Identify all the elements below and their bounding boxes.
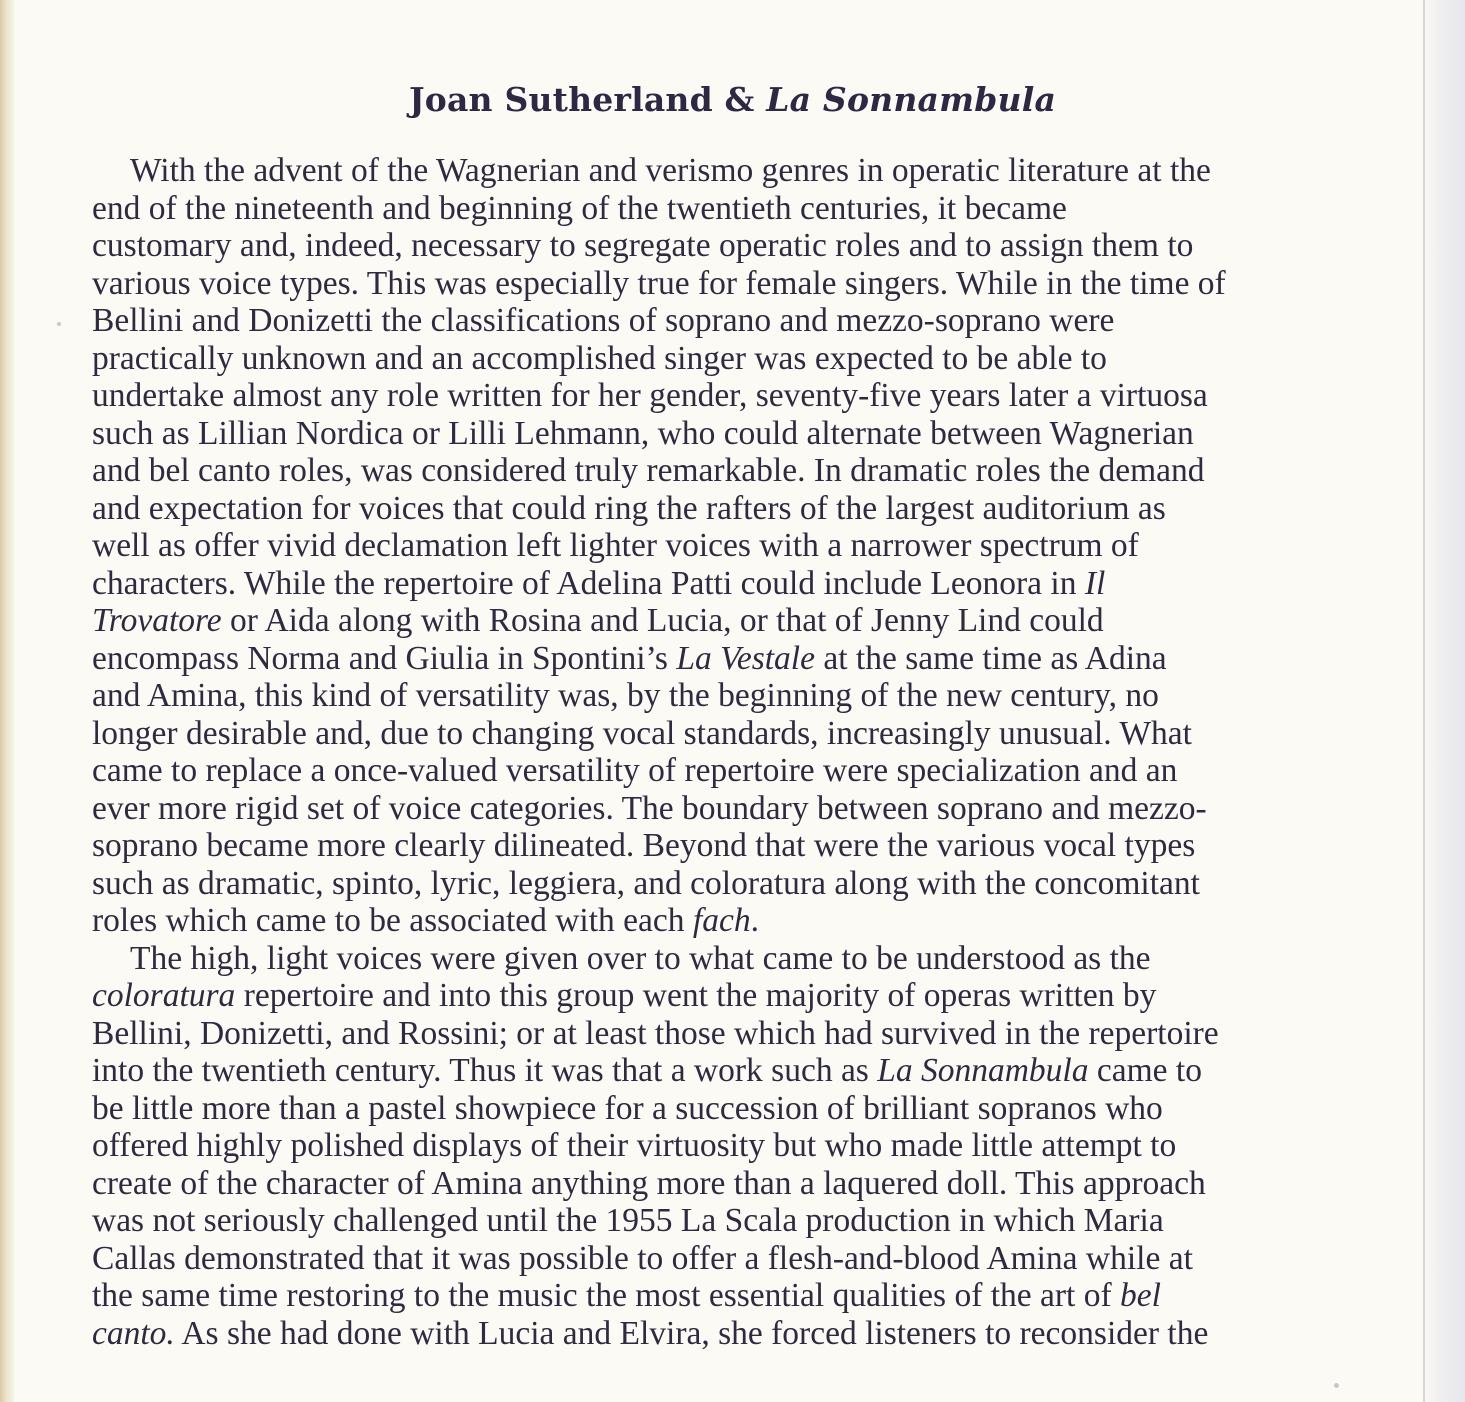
text-segment: encompass Norma and Giulia in Spontini’s	[92, 639, 677, 677]
text-line	[92, 640, 1392, 678]
text-line	[92, 977, 1392, 1015]
text-line	[92, 790, 1392, 828]
text-line	[92, 227, 1392, 265]
italic-segment: bel	[1120, 1277, 1161, 1314]
text-line	[92, 415, 1392, 453]
page-title	[0, 80, 1465, 119]
text-segment: or Aida along with Rosina and Lucia, or that of Jenny Lind could	[221, 602, 1104, 639]
text-line	[92, 1315, 1392, 1353]
text-segment: create of the character of Amina anything more than a laquered doll. This approach	[92, 1164, 1206, 1202]
text-segment: The high, light voices were given over to what came to be understood as the	[130, 939, 1151, 977]
text-segment: Callas demonstrated that it was possible to offer a flesh-and-blood Amina while at	[92, 1239, 1193, 1277]
text-line	[92, 865, 1392, 903]
text-line	[92, 527, 1392, 565]
text-line	[92, 827, 1392, 865]
text-segment: With the advent of the Wagnerian and verismo genres in operatic literature at the	[130, 152, 1211, 189]
text-line	[92, 152, 1392, 190]
page-right-margin	[1423, 0, 1465, 1402]
text-segment: end of the nineteenth and beginning of the twentieth centuries, it became	[92, 189, 1067, 227]
paper-speck	[1334, 1383, 1339, 1388]
text-segment: into the twentieth century. Thus it was that a work such as	[92, 1052, 878, 1089]
text-segment: undertake almost any role written for her gender, seventy-five years later a virtuosa	[92, 377, 1208, 414]
text-line	[92, 302, 1392, 340]
italic-segment: La Sonnambula	[877, 1052, 1089, 1089]
text-segment: and Amina, this kind of versatility was, by the beginning of the new century, no	[92, 677, 1159, 714]
page-fold-crease	[1423, 0, 1425, 1402]
italic-segment: Trovatore	[92, 602, 222, 639]
text-segment: Bellini and Donizetti the classifications of soprano and mezzo-soprano were	[92, 302, 1115, 339]
text-segment: ever more rigid set of voice categories. The boundary between soprano and mezzo-	[92, 789, 1207, 827]
essay-text	[92, 152, 1392, 1352]
text-line	[92, 265, 1392, 303]
text-segment: repertoire and into this group went the majority of operas written by	[235, 977, 1157, 1014]
text-segment: As she had done with Lucia and Elvira, she forced listeners to reconsider the	[174, 1314, 1209, 1352]
text-segment: was not seriously challenged until the 1955 La Scala production in which Maria	[92, 1202, 1164, 1239]
text-line	[92, 490, 1392, 528]
text-line	[92, 752, 1392, 790]
text-line	[92, 1090, 1392, 1128]
text-line	[92, 190, 1392, 228]
text-line	[92, 1015, 1392, 1053]
text-line	[92, 565, 1392, 603]
text-segment: .	[750, 902, 759, 939]
text-line	[92, 1052, 1392, 1090]
italic-segment: coloratura	[92, 977, 236, 1014]
text-segment: various voice types. This was especially true for female singers. While in the time of	[92, 264, 1226, 302]
text-segment: Bellini, Donizetti, and Rossini; or at least those which had survived in the repertoire	[92, 1014, 1219, 1052]
text-segment: characters. While the repertoire of Adelina Patti could include Leonora in	[92, 564, 1085, 602]
text-line	[92, 1202, 1392, 1240]
title-plain: Joan Sutherland &	[408, 80, 767, 120]
text-segment: such as Lillian Nordica or Lilli Lehmann, who could alternate between Wagnerian	[92, 414, 1194, 452]
text-segment: longer desirable and, due to changing vocal standards, increasingly unusual. What	[92, 714, 1192, 752]
text-segment: soprano became more clearly dilineated. Beyond that were the various vocal types	[92, 827, 1196, 864]
text-line	[92, 940, 1392, 978]
text-line	[92, 902, 1392, 940]
text-segment: such as dramatic, spinto, lyric, leggiera, and coloratura along with the concomitant	[92, 864, 1200, 902]
text-segment: at the same time as Adina	[814, 639, 1167, 677]
text-line	[92, 715, 1392, 753]
title-italic: La Sonnambula	[766, 80, 1057, 120]
text-segment: and expectation for voices that could ring the rafters of the largest auditorium as	[92, 489, 1166, 527]
text-segment: roles which came to be associated with each	[92, 902, 693, 939]
text-segment: offered highly polished displays of their virtuosity but who made little attempt to	[92, 1127, 1177, 1164]
text-segment: and bel canto roles, was considered truly remarkable. In dramatic roles the demand	[92, 452, 1205, 489]
italic-segment: fach	[692, 902, 751, 939]
text-line	[92, 452, 1392, 490]
text-line	[92, 602, 1392, 640]
text-line	[92, 340, 1392, 378]
text-segment: customary and, indeed, necessary to segregate operatic roles and to assign them to	[92, 227, 1194, 264]
text-segment: the same time restoring to the music the most essential qualities of the art of	[92, 1277, 1121, 1314]
text-segment: came to	[1088, 1052, 1202, 1089]
text-line	[92, 1277, 1392, 1315]
italic-segment: canto.	[92, 1314, 175, 1352]
paper-speck	[57, 322, 61, 326]
text-segment: practically unknown and an accomplished singer was expected to be able to	[92, 339, 1107, 377]
italic-segment: Il	[1084, 564, 1106, 602]
text-segment: be little more than a pastel showpiece for a succession of brilliant sopranos who	[92, 1089, 1163, 1127]
text-line	[92, 1240, 1392, 1278]
italic-segment: La Vestale	[676, 639, 815, 677]
text-line	[92, 677, 1392, 715]
text-line	[92, 1127, 1392, 1165]
text-line	[92, 377, 1392, 415]
text-line	[92, 1165, 1392, 1203]
text-segment: came to replace a once-valued versatility of repertoire were specialization and an	[92, 752, 1178, 789]
text-segment: well as offer vivid declamation left lighter voices with a narrower spectrum of	[92, 527, 1139, 564]
page-left-edge	[0, 0, 14, 1402]
